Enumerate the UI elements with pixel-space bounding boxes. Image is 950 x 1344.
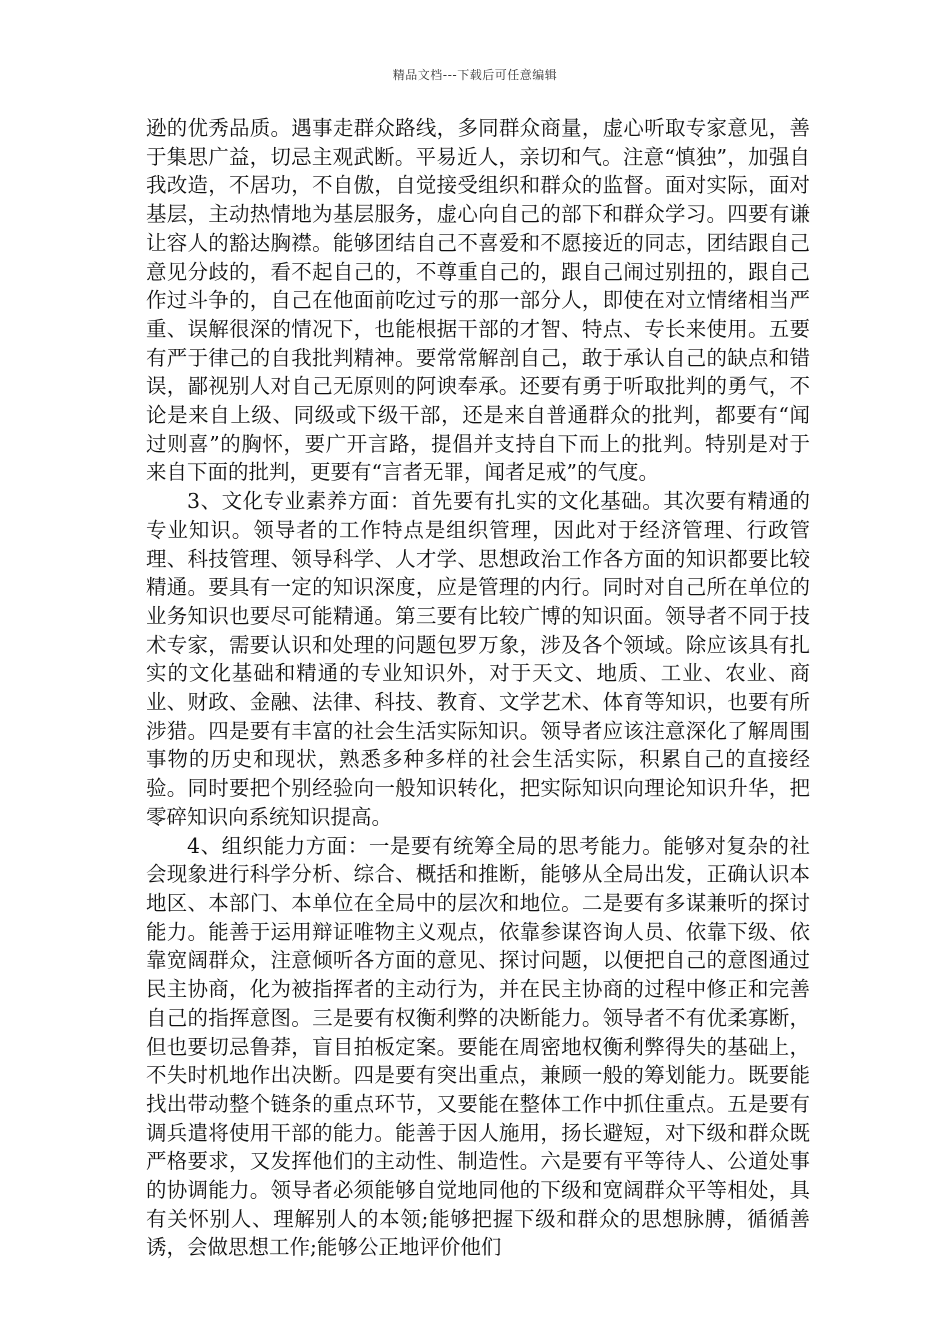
paragraph-organizational-ability: 4、组织能力方面：一是要有统筹全局的思考能力。能够对复杂的社会现象进行科学分析、综合、概括和推断，能够从全局出发，正确认识本地区、本部门、本单位在全局中的层次和地位。二是要有多谋兼听的探讨能力。能善于运用辩证唯物主义观点，依靠参谋咨询人员、依靠下级、依靠宽阔群众，注意倾听各方面的意见、探讨问题，以便把自己的意图通过民主协商，化为被指挥者的主动行为，并在民主协商的过程中修正和完善自己的指挥意图。三是要有权衡利弊的决断能力。领导者不有优柔寡断，但也要切忌鲁莽，盲目拍板定案。要能在周密地权衡利弊得失的基础上，不失时机地作出决断。四是要有突出重点，兼顾一般的筹划能力。既要能找出带动整个链条的重点环节，又要能在整体工作中抓住重点。五是要有调兵遣将使用干部的能力。能善于因人施用，扬长避短，对下级和群众既严格要求，又发挥他们的主动性、制造性。六是要有平等待人、公道处事的协调能力。领导者必须能够自觉地同他的下级和宽阔群众平等相处，具有关怀别人、理解别人的本领;能够把握下级和群众的思想脉膊，循循善诱，会做思想工作;能够公正地评价他们 (146, 833, 810, 1260)
paragraph-culture-expertise: 3、文化专业素养方面：首先要有扎实的文化基础。其次要有精通的专业知识。领导者的工作特点是组织管理，因此对于经济管理、行政管理、科技管理、领导科学、人才学、思想政治工作各方面的知识都要比较精通。要具有一定的知识深度，应是管理的内行。同时对自己所在单位的业务知识也要尽可能精通。第三要有比较广博的知识面。领导者不同于技术专家，需要认识和处理的问题包罗万象，涉及各个领域。除应该具有扎实的文化基础和精通的专业知识外，对于天文、地质、工业、农业、商业、财政、金融、法律、科技、教育、文学艺术、体育等知识，也要有所涉猎。四是要有丰富的社会生活实际知识。领导者应该注意深化了解周围事物的历史和现状，熟悉多种多样的社会生活实际，积累自己的直接经验。同时要把个别经验向一般知识转化，把实际知识向理论知识升华，把零碎知识向系统知识提高。 (146, 489, 810, 829)
paragraph-continuation: 逊的优秀品质。遇事走群众路线，多同群众商量，虚心听取专家意见，善于集思广益，切忌主观武断。平易近人，亲切和气。注意“慎独”，加强自我改造，不居功，不自傲，自觉接受组织和群众的监督。面对实际，面对基层，主动热情地为基层服务，虚心向自己的部下和群众学习。四要有谦让容人的豁达胸襟。能够团结自己不喜爱和不愿接近的同志，团结跟自己意见分歧的，看不起自己的，不尊重自己的，跟自己闹过别扭的，跟自己作过斗争的，自己在他面前吃过亏的那一部分人，即使在对立情绪相当严重、误解很深的情况下，也能根据干部的才智、特点、专长来使用。五要有严于律己的自我批判精神。要常常解剖自己，敢于承认自己的缺点和错误，鄙视别人对自己无原则的阿谀奉承。还要有勇于听取批判的勇气，不论是来自上级、同级或下级干部，还是来自普通群众的批判，都要有“闻过则喜”的胸怀，要广开言路，提倡并支持自下而上的批判。特别是对于来自下面的批判，更要有“言者无罪，闻者足戒”的气度。 (146, 116, 810, 485)
document-body (146, 114, 810, 1262)
page-header-watermark: 精品文档---下载后可任意编辑 (392, 68, 558, 82)
